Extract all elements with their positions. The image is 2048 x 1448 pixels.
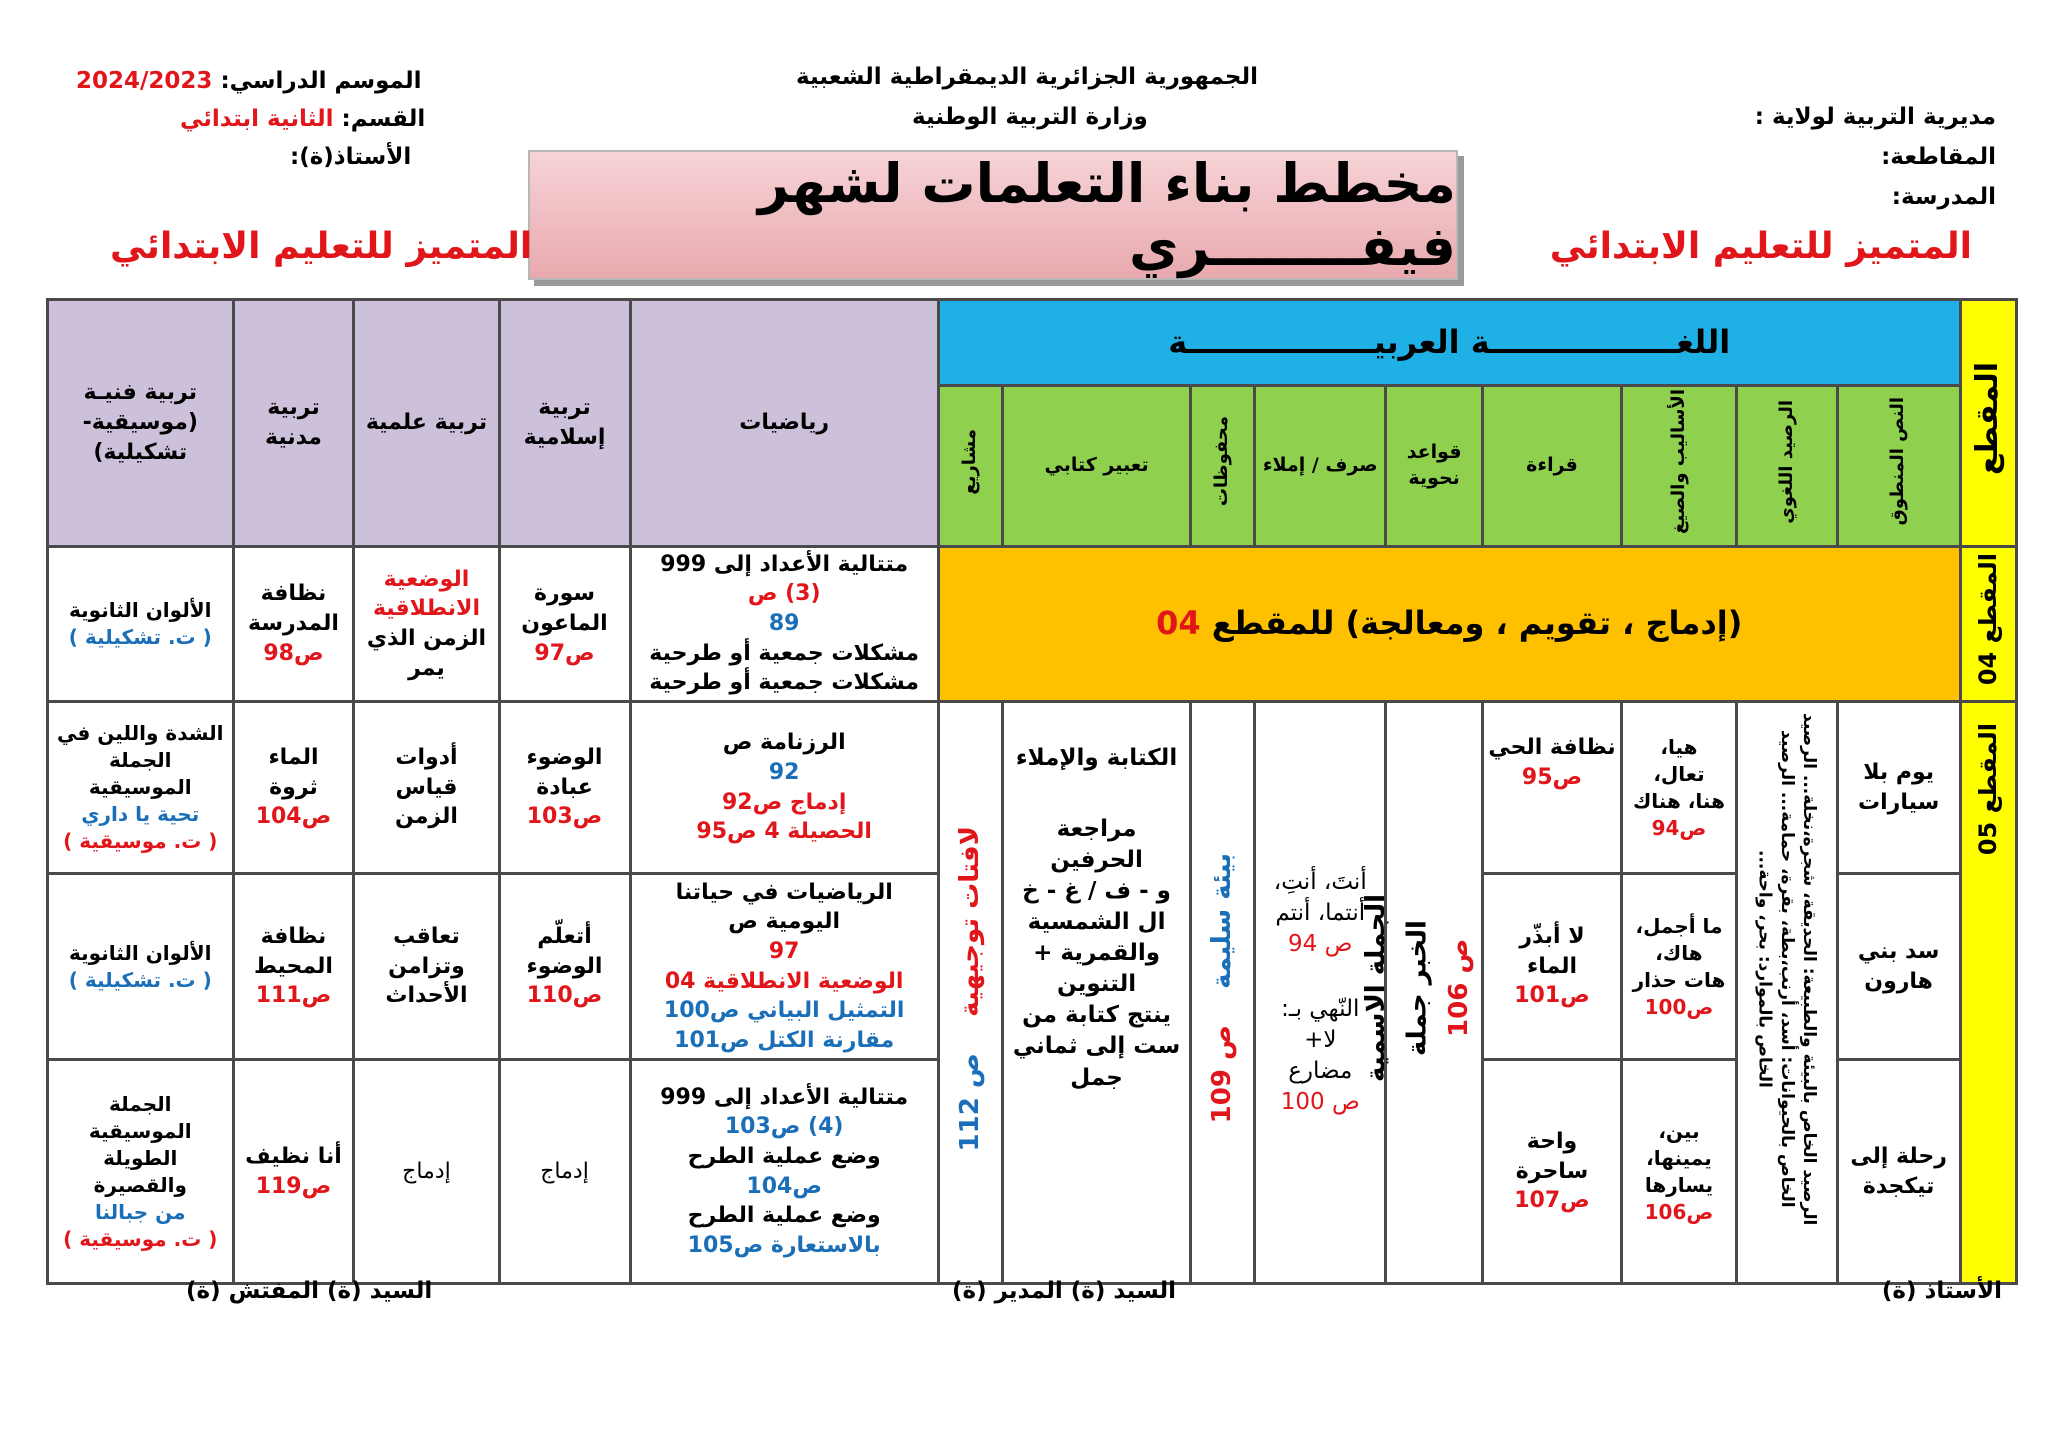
subcol-oral-text: النص المنطوق [1837,386,1960,547]
subcol-writing: تعبير كتابي [1003,386,1190,547]
republic-title: الجمهورية الجزائرية الديمقراطية الشعبية [796,64,1259,90]
segment-04-number: 04 [1156,604,1201,643]
season-label: الموسم الدراسي: [220,68,422,94]
civic-cell-row4: أنا نظيف ص119 [233,1060,354,1284]
subcol-morphology: صرف / إملاء [1255,386,1386,547]
segment-04-label: المقطع 04 [1960,546,2016,701]
oral-text-row2: يوم بلا سيارات [1837,702,1960,874]
civic-cell-row1: نظافة المدرسة ص98 [233,546,354,701]
teacher-label: الأستاذ(ة): [290,144,412,170]
science-cell-row4: إدماج [354,1060,499,1284]
writing-cell: الكتابة والإملاء مراجعة الحرفين و - ف / غ - خ ال الشمسية والقمرية + التنوين ينتج كتابة من ست إلى ثماني جمل [1003,702,1190,1284]
art-cell-row2: الشدة واللين في الجملة الموسيقية تحية يا داري ( ت. موسيقية ) [48,702,234,874]
morphology-cell: أنتَ، أنتِ، أنتما، أنتم ص 94 النّهي بـ: لا+ مضارع ص 100 [1255,702,1386,1284]
projects-cell: لافتات توجيهية ص 112 [938,702,1003,1284]
math-cell-row2: الرزنامة ص 92 إدماج ص92 الحصيلة 4 ص95 [630,702,938,874]
subcol-reading: قراءة [1482,386,1621,547]
segment-column-header: المقطع [1960,300,2016,547]
science-cell-row2: أدوات قياس الزمن [354,702,499,874]
islamic-cell-row2: الوضوء عبادة ص103 [499,702,630,874]
subcol-projects: مشاريع [938,386,1003,547]
styles-row4: بين، يمينها، يسارها ص106 [1622,1060,1737,1284]
reading-row4: واحة ساحرة ص107 [1482,1060,1621,1284]
science-header: تربية علمية [354,300,499,547]
art-cell-row3: الألوان الثانوية ( ت. تشكيلية ) [48,874,234,1060]
class-value: الثانية ابتدائي [180,106,334,132]
season-line [76,68,422,94]
math-cell-row4: متتالية الأعداد إلى 999 (4) ص103 وضع عملية الطرح ص104 وضع عملية الطرح بالاستعارة ص105 [630,1060,938,1284]
ministry-title: وزارة التربية الوطنية [912,104,1148,130]
footer-director: السيد (ة) المدير (ة) [952,1278,1176,1304]
reading-row3: لا أبذّر الماء ص101 [1482,874,1621,1060]
directorate-label: مديرية التربية لولاية : [1754,104,1996,130]
science-cell-row3: تعاقب وتزامن الأحداث [354,874,499,1060]
footer-teacher: الأستاذ (ة) [1881,1278,2002,1304]
math-cell-row1: متتالية الأعداد إلى 999 (3) ص 89 مشكلات جمعية أو طرحية مشكلات جمعية أو طرحية [630,546,938,701]
class-label: القسم: [341,106,426,132]
segment-05-label: المقطع 05 [1960,702,2016,1284]
season-value: 2024/2023 [76,68,213,94]
civic-cell-row3: نظافة المحيط ص111 [233,874,354,1060]
brand-right: المتميز للتعليم الابتدائي [1549,226,1972,267]
segment-04-band [938,546,1960,701]
subcol-grammar: قواعد نحوية [1386,386,1483,547]
art-header: تربية فنيـة (موسيقية- تشكيلية) [48,300,234,547]
school-label: المدرسة: [1891,184,1996,210]
styles-row2: هيا، تعال، هنا، هناك ص94 [1622,702,1737,874]
learning-plan-table [46,298,2018,1285]
arabic-language-header: اللغـــــــــــــــــة العربيـــــــــــــــــة [938,300,1960,386]
civic-cell-row2: الماء ثروة ص104 [233,702,354,874]
brand-left: المتميز للتعليم الابتدائي [110,226,533,267]
styles-row3: ما أجمل، هاك، هات حذار ص100 [1622,874,1737,1060]
subcol-poems: محفوظات [1190,386,1254,547]
math-header: رياضيات [630,300,938,547]
class-line [180,106,425,132]
science-cell-row1: الوضعية الانطلاقية الزمن الذي يمر [354,546,499,701]
page-title: مخطط بناء التعلمات لشهر فيفــــــــري [528,150,1458,280]
art-cell-row1: الألوان الثانوية ( ت. تشكيلية ) [48,546,234,701]
islamic-cell-row1: سورة الماعون ص97 [499,546,630,701]
islamic-cell-row3: أتعلّم الوضوء ص110 [499,874,630,1060]
oral-text-row4: رحلة إلى تيكجدة [1837,1060,1960,1284]
footer-inspector: السيد (ة) المفتش (ة) [186,1278,433,1304]
subcol-styles: الأساليب والصيغ [1622,386,1737,547]
vocabulary-cell: الرصيد الخاص بالبيئة والطبيعة: الحديقة، شجرة،نخلة... الرصيد الخاص بالحيوانات: أسد، أرنب،بطة، بقرة، حمامة... الرصيد الخاص بالموارد: بحر، واحة... [1736,702,1837,1284]
islamic-cell-row4: إدماج [499,1060,630,1284]
district-label: المقاطعة: [1881,144,1996,170]
art-cell-row4: الجملة الموسيقية الطويلة والقصيرة من جبالنا ( ت. موسيقية ) [48,1060,234,1284]
oral-text-row3: سد بني هارون [1837,874,1960,1060]
segment-04-text: (إدماج ، تقويم ، ومعالجة) للمقطع [1211,604,1743,643]
subcol-vocabulary: الرصيد اللغوي [1736,386,1837,547]
reading-row2: نظافة الحي ص95 [1482,702,1621,874]
islamic-header: تربية إسلامية [499,300,630,547]
civic-header: تربية مدنية [233,300,354,547]
poem-cell: بيئة سليمة ص 109 [1190,702,1254,1284]
grammar-cell: الجملة الاسمية الخبر جملة ص 106 [1386,702,1483,1284]
math-cell-row3: الرياضيات في حياتنا اليومية ص 97 الوضعية الانطلاقية 04 التمثيل البياني ص100 مقارنة الكتل ص101 [630,874,938,1060]
